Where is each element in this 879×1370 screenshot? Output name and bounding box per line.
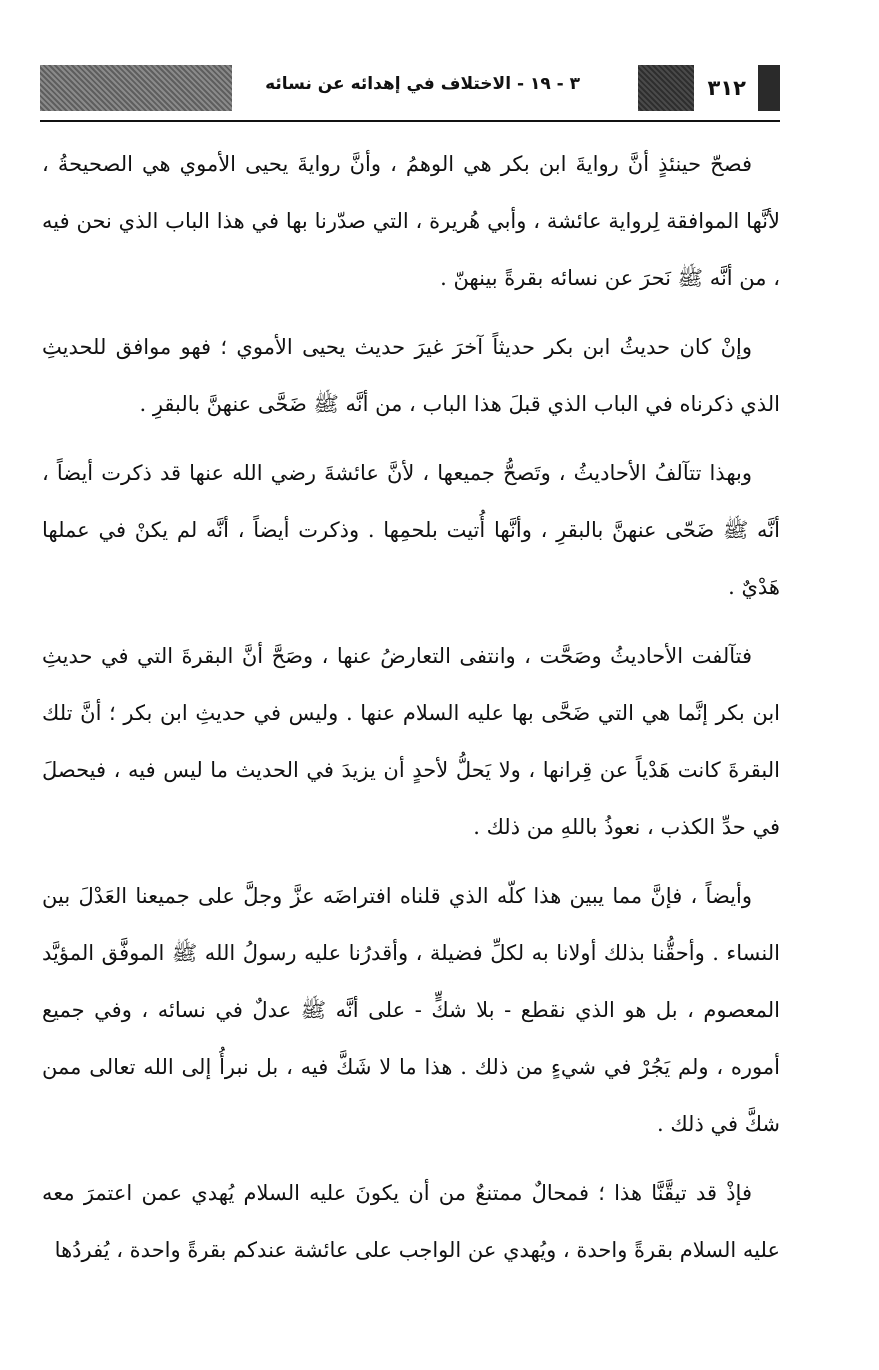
paragraph-2: وإنْ كان حديثُ ابن بكر حديثاً آخرَ غيرَ حديث يحيى الأموي ؛ فهو موافق للحديثِ الذي ذكرناه في الباب الذي قبلَ هذا الباب ، من أنَّه ﷺ ضَحَّى عنهنَّ بالبقرِ . — [42, 335, 780, 416]
header-gray-bar-left — [40, 65, 232, 111]
paragraph-4: فتآلفت الأحاديثُ وصَحَّت ، وانتفى التعارضُ عنها ، وصَحَّ أنَّ البقرةَ التي في حديثِ ابن بكر إنَّما هي التي ضَحَّى بها عليه السلام عنها . وليس في حديثِ ابن بكر ؛ أنَّ تلك البقرةَ كانت هَدْياً عن قِرانها ، ولا يَحلُّ لأحدٍ أن يزيدَ في الحديث ما ليس فيه ، فيحصلَ في حدِّ الكذب ، نعوذُ باللهِ من ذلك . — [42, 644, 780, 839]
header-rule — [40, 120, 780, 122]
page-number: ٣١٢ — [707, 76, 746, 100]
running-header — [40, 60, 780, 116]
paragraph-6: فإذْ قد تيقَّنَّا هذا ؛ فمحالٌ ممتنعٌ من أن يكونَ عليه السلام يُهدي عمن اعتمرَ معه عليه السلام بقرةً واحدة ، ويُهدي عن الواجب على عائشة عندكم بقرةً واحدة ، يُفردُها — [42, 1181, 780, 1262]
paragraph-5: وأيضاً ، فإنَّ مما يبين هذا كلّه الذي قلناه افتراضَه عزَّ وجلَّ على جميعنا العَدْلَ بين النساء . وأحقُّنا بذلك أولانا به لكلِّ فضيلة ، وأقدرُنا عليه رسولُ الله ﷺ الموفَّق المؤيَّد المعصوم ، بل هو الذي نقطع - بلا شكٍّ - على أنَّه ﷺ عدلٌ في نسائه ، وفي جميع أموره ، ولم يَجُرْ في شيءٍ من ذلك . هذا ما لا شَكَّ فيه ، بل نبرأُ إلى الله تعالى ممن شكَّ في ذلك . — [42, 884, 780, 1136]
header-gray-bar-right — [638, 65, 694, 111]
header-dark-bar — [758, 65, 780, 111]
page-body — [42, 136, 780, 1291]
chapter-title: ٣ - ١٩ - الاختلاف في إهدائه عن نسائه — [265, 74, 580, 94]
page-number-block — [638, 65, 780, 111]
paragraph-3: وبهذا تتآلفُ الأحاديثُ ، وتَصحُّ جميعها ، لأنَّ عائشةَ رضي الله عنها قد ذكرت أيضاً ، أنَّه ﷺ ضَحّى عنهنَّ بالبقرِ ، وأنَّها أُتيت بلحمِها . وذكرت أيضاً ، أنَّه لم يكنْ في عملها هَدْيٌ . — [42, 461, 780, 599]
paragraph-1: فصحّ حينئذٍ أنَّ روايةَ ابن بكر هي الوهمُ ، وأنَّ روايةَ يحيى الأموي هي الصحيحةُ ، لأنَّها الموافقة لِرواية عائشة ، وأبي هُريرة ، التي صدّرنا بها في هذا الباب الذي نحن فيه ، من أنَّه ﷺ نَحرَ عن نسائه بقرةً بينهنّ . — [42, 152, 780, 290]
